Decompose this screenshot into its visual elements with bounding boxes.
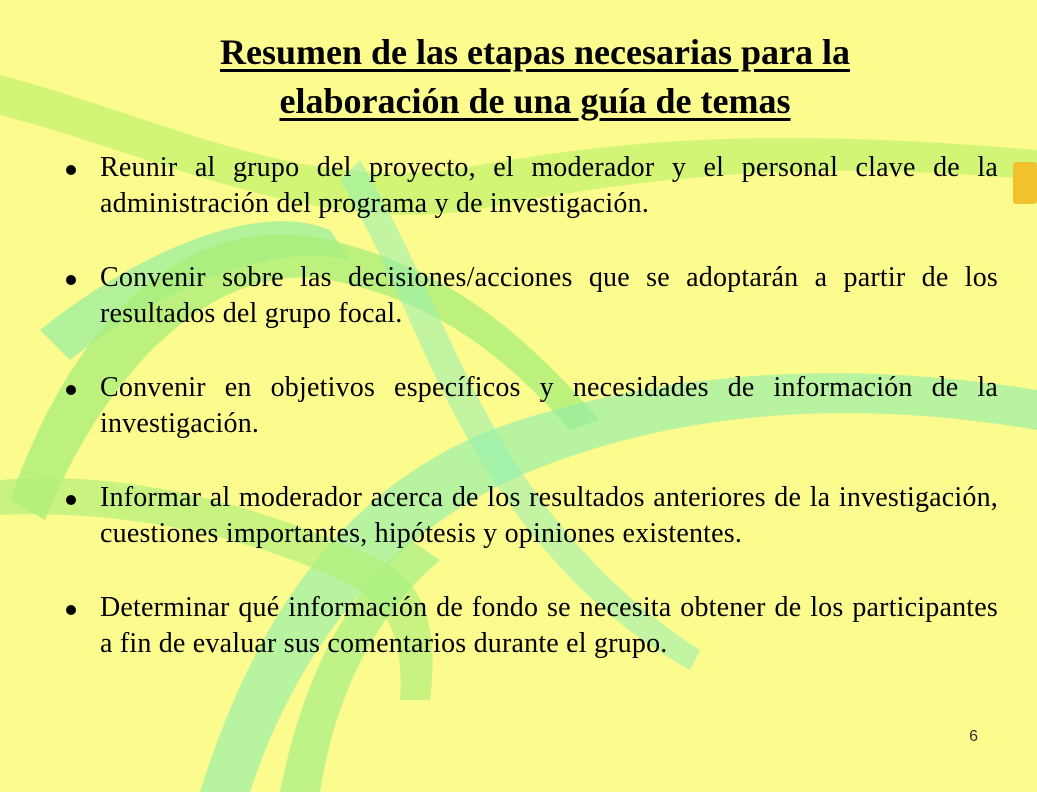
page-number: 6 (969, 728, 978, 745)
list-item-text: Informar al moderador acerca de los resultados anteriores de la investigación, cuestiones importantes, hipótesis y opiniones existentes. (100, 482, 998, 549)
list-item-text: Reunir al grupo del proyecto, el moderador y el personal clave de la administración del programa y de investigación. (100, 152, 998, 219)
list-item (58, 590, 998, 662)
bullet-list (58, 150, 998, 700)
slide-title (70, 28, 1000, 126)
bullet-icon (66, 275, 76, 285)
list-item-text: Determinar qué información de fondo se necesita obtener de los participantes a fin de evaluar sus comentarios durante el grupo. (100, 592, 998, 659)
bullet-icon (66, 495, 76, 505)
accent-orange-bar (1013, 162, 1037, 204)
bullet-icon (66, 165, 76, 175)
slide-title-line-1: Resumen de las etapas necesarias para la (220, 32, 850, 72)
list-item-text: Convenir sobre las decisiones/acciones que se adoptarán a partir de los resultados del grupo focal. (100, 262, 998, 329)
list-item (58, 150, 998, 222)
list-item (58, 480, 998, 552)
bullet-icon (66, 605, 76, 615)
list-item (58, 260, 998, 332)
bullet-icon (66, 385, 76, 395)
slide-title-line-2: elaboración de una guía de temas (279, 81, 791, 121)
list-item (58, 370, 998, 442)
list-item-text: Convenir en objetivos específicos y necesidades de información de la investigación. (100, 372, 998, 439)
